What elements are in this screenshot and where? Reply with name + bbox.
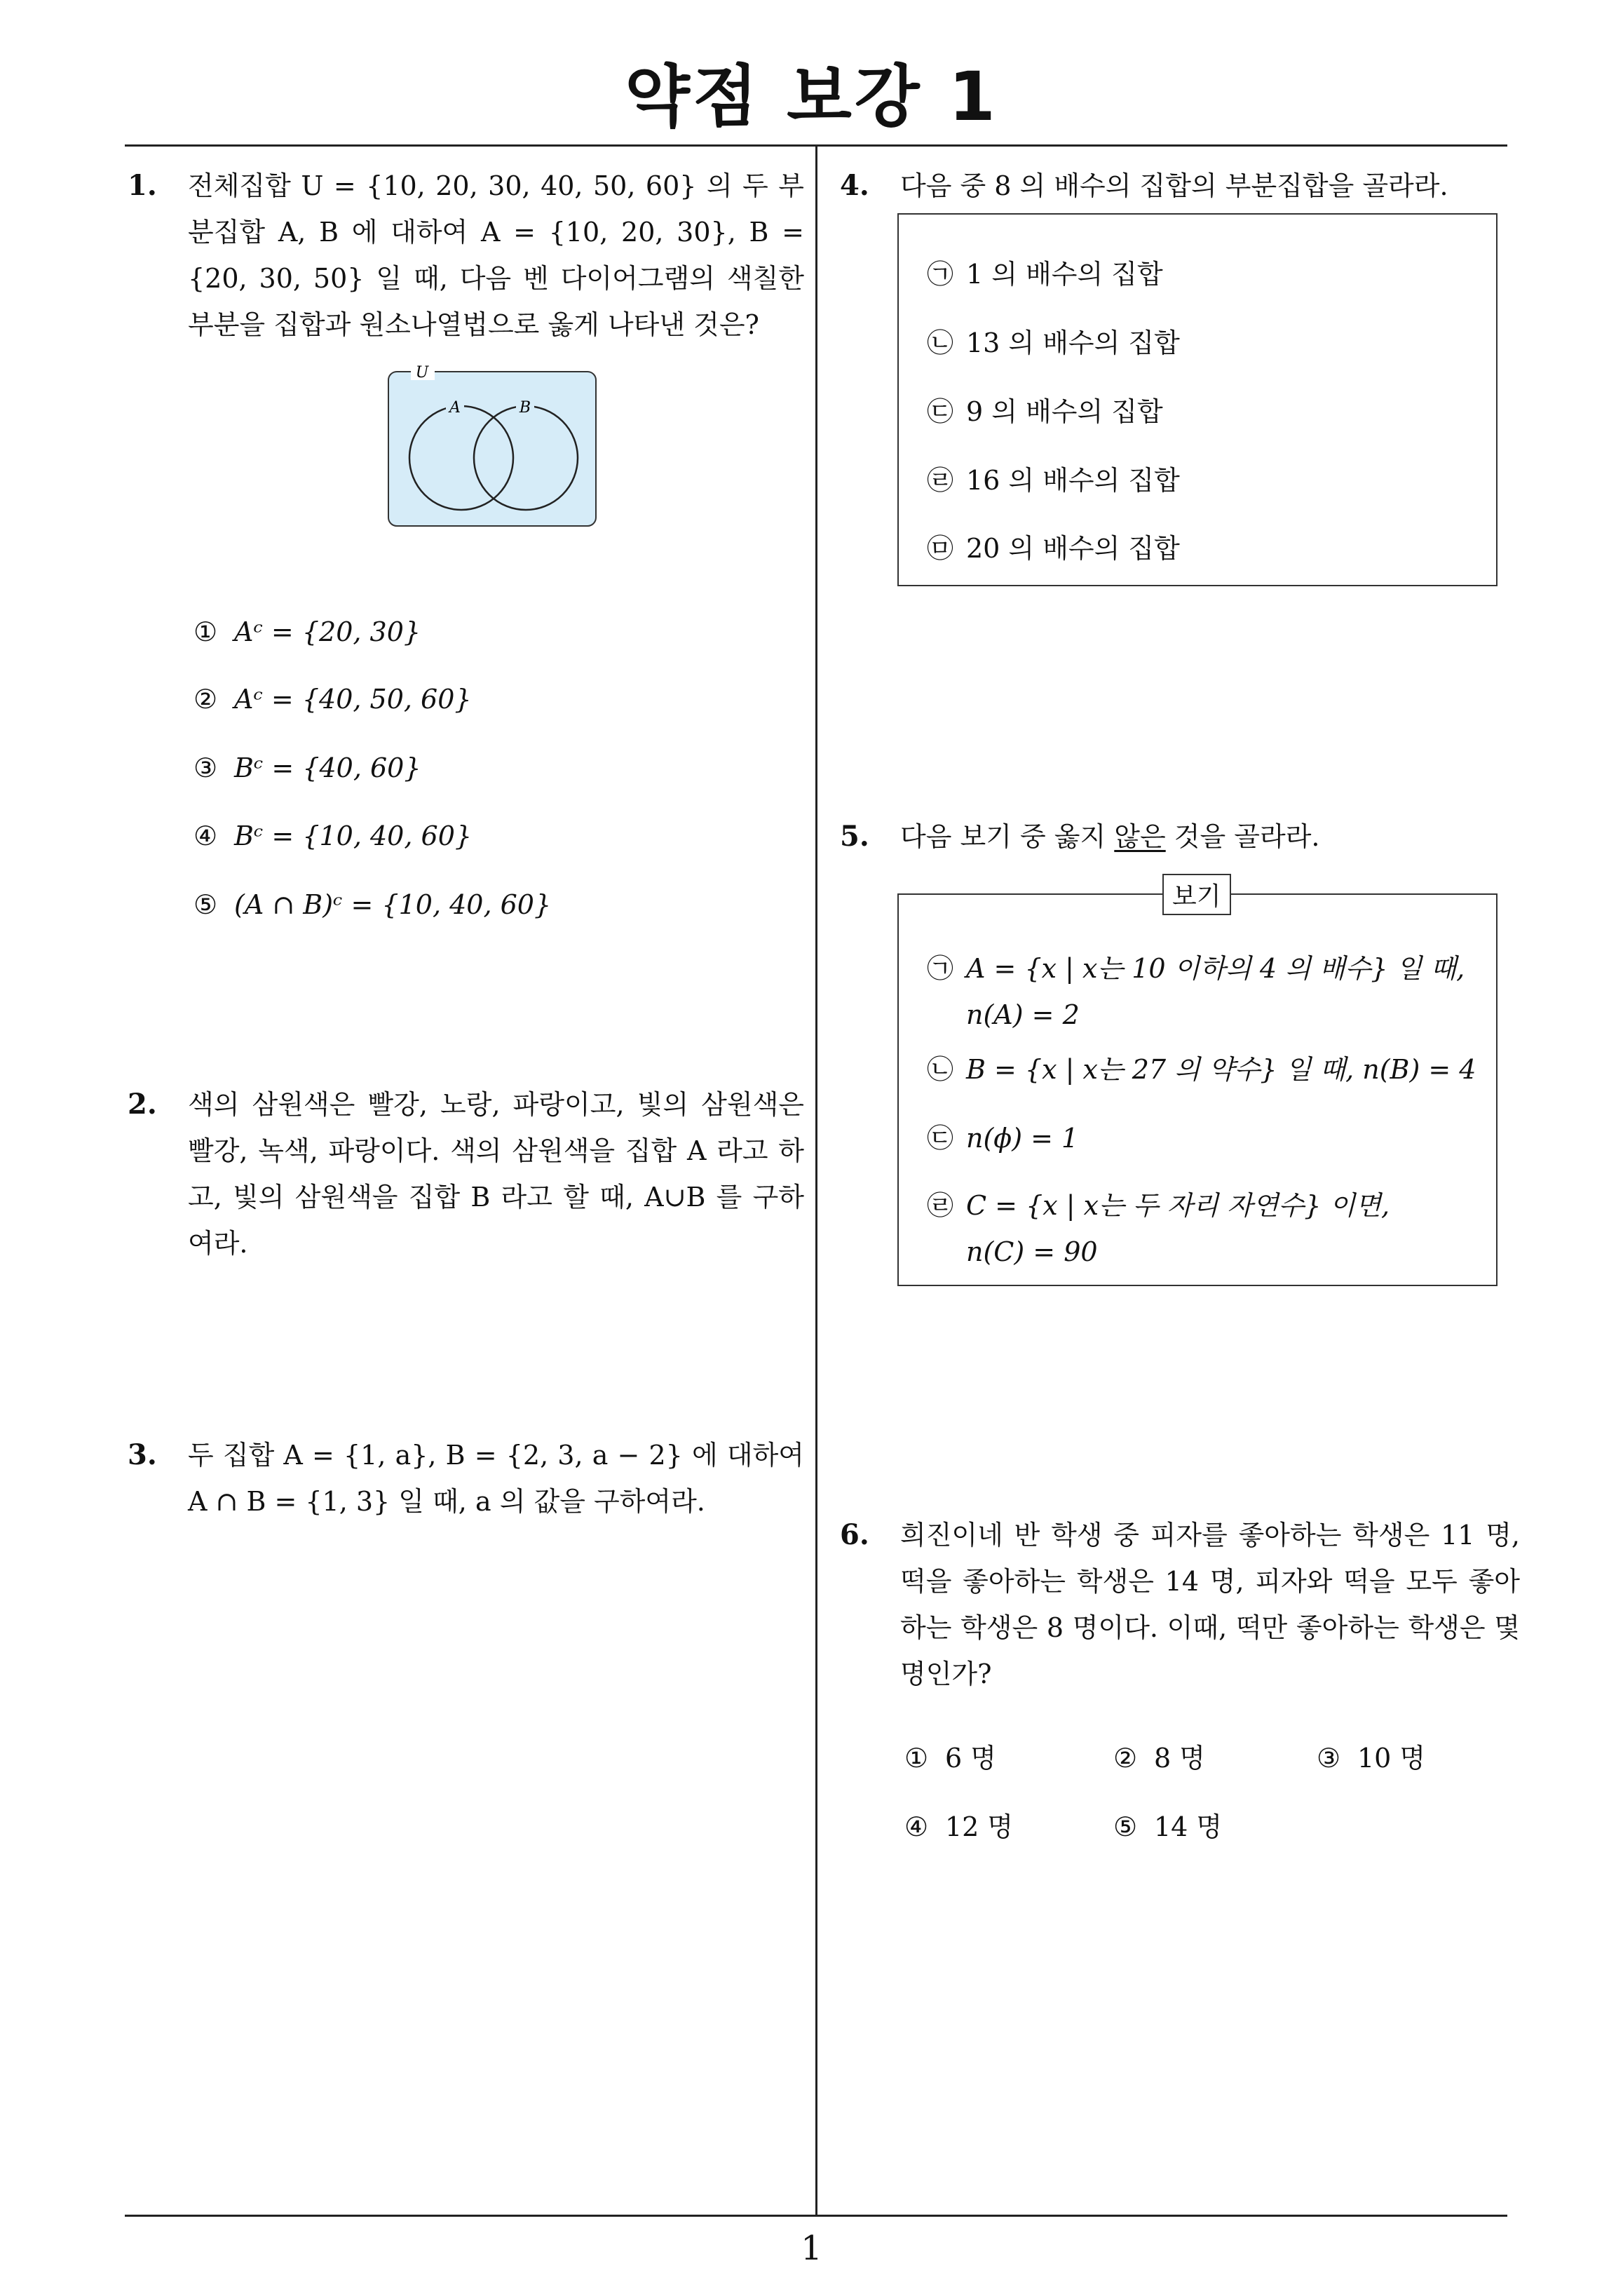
choice-text: (A ∩ B)ᶜ = {10, 40, 60} [234, 889, 552, 920]
question-text: 희진이네 반 학생 중 피자를 좋아하는 학생은 11 명, 떡을 좋아하는 학생은 14 명, 피자와 떡을 모두 좋아하는 학생은 8 명이다. 이때, 떡만 좋아하는 학생은 몇 명인가? [900, 1520, 1520, 1689]
q1-choice-3[interactable] [193, 750, 421, 785]
choice-text: 6 명 [945, 1743, 996, 1774]
q1-choice-1[interactable] [193, 614, 421, 649]
item-text: C = {x | x는 두 자리 자연수} 이면, [966, 1190, 1390, 1221]
choice-symbol: ① [193, 616, 218, 647]
q5-item-4-line2 [966, 1234, 1098, 1269]
question-4 [840, 163, 1520, 209]
question-text: 다음 중 8 의 배수의 집합의 부분집합을 골라라. [900, 170, 1448, 201]
choice-symbol: ① [904, 1743, 929, 1774]
q1-choice-5[interactable] [193, 887, 551, 922]
item-text: 13 의 배수의 집합 [966, 327, 1180, 358]
q5-item-1[interactable] [927, 951, 1465, 986]
q5-item-3[interactable] [927, 1121, 1078, 1156]
item-symbol: ㉢ [927, 396, 954, 427]
q5-item-1-line2 [966, 997, 1080, 1032]
q6-choice-1[interactable] [904, 1741, 996, 1776]
item-symbol: ㉠ [927, 259, 954, 290]
item-symbol: ㉢ [927, 1123, 954, 1154]
q4-item-4[interactable] [927, 463, 1180, 498]
q4-item-3[interactable] [927, 394, 1163, 429]
choice-text: 14 명 [1154, 1811, 1223, 1842]
question-6 [840, 1512, 1520, 1697]
q6-choice-3[interactable] [1317, 1741, 1425, 1776]
bottom-rule [125, 2215, 1507, 2217]
choice-symbol: ⑤ [193, 889, 218, 920]
question-text-end: 것을 골라라. [1165, 821, 1320, 852]
q6-choice-4[interactable] [904, 1809, 1013, 1844]
choice-text: Bᶜ = {40, 60} [234, 752, 421, 783]
question-text: 색의 삼원색은 빨강, 노랑, 파랑이고, 빛의 삼원색은 빨강, 녹색, 파랑이다. 색의 삼원색을 집합 A 라고 하고, 빛의 삼원색을 집합 B 라고 할 때, A∪B 를 구하여라. [188, 1089, 804, 1259]
question-5 [840, 813, 1520, 860]
q4-item-5[interactable] [927, 531, 1180, 566]
bogi-label: 보기 [1162, 874, 1231, 915]
venn-diagram [379, 356, 603, 533]
item-text: 9 의 배수의 집합 [966, 396, 1163, 427]
set-b-label: B [519, 399, 531, 417]
question-number: 5. [840, 820, 869, 853]
question-number: 2. [128, 1088, 157, 1121]
item-text: A = {x | x는 10 이하의 4 의 배수} 일 때, [966, 953, 1465, 984]
question-number: 1. [128, 169, 157, 202]
q1-choice-2[interactable] [193, 682, 472, 717]
question-1 [128, 163, 804, 348]
q1-choice-4[interactable] [193, 818, 472, 853]
question-number: 3. [128, 1438, 157, 1471]
item-text-continued: n(A) = 2 [966, 999, 1080, 1030]
choice-text: 10 명 [1357, 1743, 1426, 1774]
item-symbol: ㉡ [927, 1054, 954, 1085]
question-text-start: 다음 보기 중 옳지 [900, 821, 1115, 852]
item-text-continued: n(C) = 90 [966, 1236, 1098, 1267]
universe-rect [388, 372, 596, 526]
choice-text: 12 명 [945, 1811, 1014, 1842]
item-text: n(ϕ) = 1 [966, 1123, 1079, 1154]
page-number: 1 [801, 2229, 822, 2268]
choice-text: 8 명 [1154, 1743, 1205, 1774]
item-text: B = {x | x는 27 의 약수} 일 때, n(B) = 4 [966, 1054, 1476, 1085]
column-divider [815, 147, 817, 2215]
choice-text: Bᶜ = {10, 40, 60} [234, 821, 473, 851]
choice-symbol: ④ [904, 1811, 929, 1842]
item-symbol: ㉣ [927, 465, 954, 496]
choice-symbol: ③ [193, 752, 218, 783]
question-number: 4. [840, 169, 869, 202]
item-symbol: ㉠ [927, 953, 954, 984]
question-3 [128, 1432, 804, 1525]
question-2 [128, 1081, 804, 1267]
universe-label: U [415, 364, 429, 381]
item-symbol: ㉤ [927, 533, 954, 564]
page-title: 약점 보강 1 [625, 58, 998, 136]
emphasis-underlined: 않은 [1114, 821, 1166, 852]
choice-symbol: ② [193, 684, 218, 715]
item-symbol: ㉡ [927, 327, 954, 358]
item-text: 16 의 배수의 집합 [966, 465, 1180, 496]
q4-item-1[interactable] [927, 257, 1163, 292]
choice-text: Aᶜ = {40, 50, 60} [234, 684, 472, 715]
item-symbol: ㉣ [927, 1190, 954, 1221]
item-text: 1 의 배수의 집합 [966, 259, 1163, 290]
set-a-label: A [449, 399, 461, 417]
question-number: 6. [840, 1518, 869, 1551]
q6-choice-2[interactable] [1113, 1741, 1205, 1776]
choice-text: Aᶜ = {20, 30} [234, 616, 421, 647]
q5-item-2[interactable] [927, 1052, 1476, 1087]
q4-item-2[interactable] [927, 325, 1180, 360]
question-text: 전체집합 U = {10, 20, 30, 40, 50, 60} 의 두 부분집합 A, B 에 대하여 A = {10, 20, 30}, B = {20, 30, 50} 일 때, 다음 벤 다이어그램의 색칠한 부분을 집합과 원소나열법으로 옳게 나타낸 것은? [188, 170, 804, 340]
q5-item-4[interactable] [927, 1188, 1390, 1223]
item-text: 20 의 배수의 집합 [966, 533, 1180, 564]
q6-choice-5[interactable] [1113, 1809, 1222, 1844]
choice-symbol: ③ [1317, 1743, 1341, 1774]
choice-symbol: ⑤ [1113, 1811, 1138, 1842]
question-text: 두 집합 A = {1, a}, B = {2, 3, a − 2} 에 대하여 A ∩ B = {1, 3} 일 때, a 의 값을 구하여라. [188, 1440, 804, 1517]
question-text [900, 813, 1520, 860]
choice-symbol: ④ [193, 821, 218, 851]
choice-symbol: ② [1113, 1743, 1138, 1774]
